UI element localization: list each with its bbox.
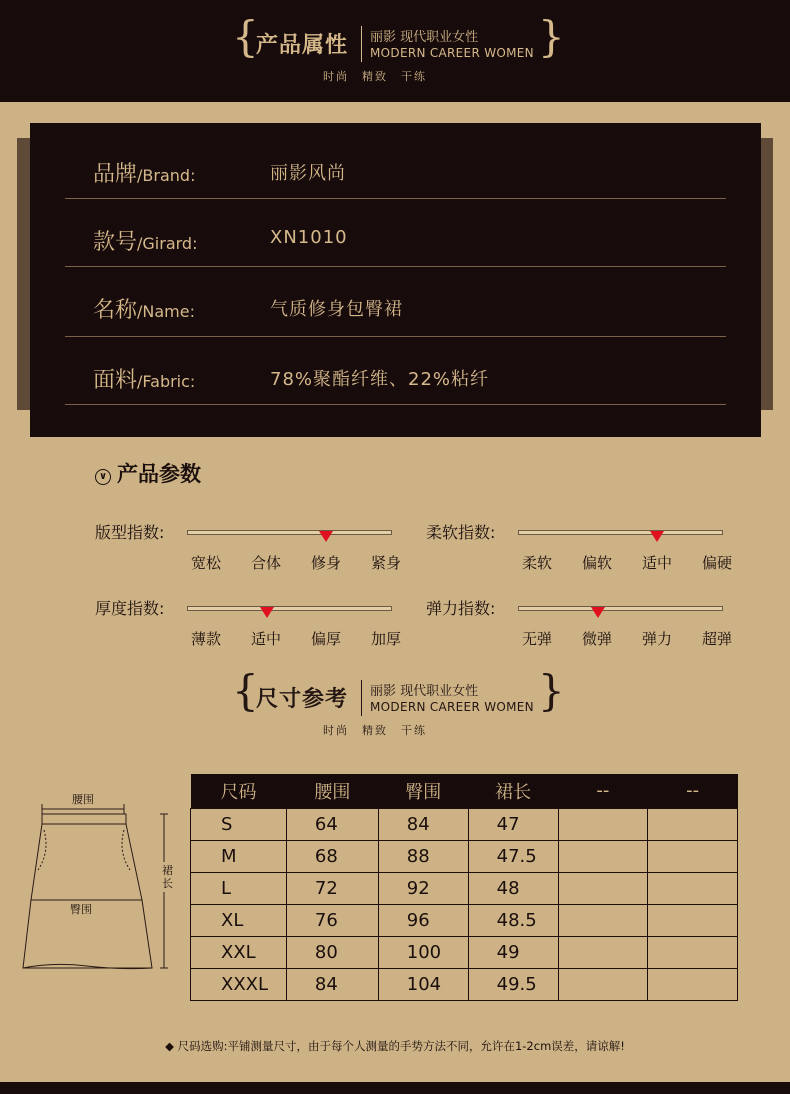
gauge-marker	[650, 531, 664, 542]
gauge-options	[522, 628, 732, 649]
table-header-row	[191, 774, 738, 808]
column-header: --	[648, 774, 738, 808]
gauge-option: 偏厚	[310, 630, 341, 648]
table-row	[191, 904, 738, 936]
table-cell	[648, 968, 738, 1000]
table-cell	[558, 840, 648, 872]
panel-shadow-right	[759, 138, 773, 410]
table-cell: 100	[378, 936, 468, 968]
length-label-bottom: 长	[162, 877, 173, 890]
table-cell: L	[191, 872, 287, 904]
gauge-softness	[426, 520, 756, 580]
gauge-option: 无弹	[522, 630, 553, 648]
gauge-label: 柔软指数:	[426, 523, 496, 542]
header-subtitle-zh: 丽影 现代职业女性	[370, 30, 479, 45]
table-cell	[558, 872, 648, 904]
table-cell: 49	[468, 936, 558, 968]
table-cell: 64	[286, 808, 378, 840]
table-cell	[558, 904, 648, 936]
header-product-attributes	[0, 0, 790, 83]
sizing-note: ◆ 尺码选购:平铺测量尺寸，由于每个人测量的手势方法不同，允许在1-2cm误差，请谅解!	[165, 1039, 625, 1053]
table-cell: M	[191, 840, 287, 872]
waist-label: 腰围	[72, 793, 94, 806]
skirt-outline	[23, 824, 152, 968]
attr-label: 面料/Fabric:	[93, 368, 196, 393]
table-cell	[648, 872, 738, 904]
table-cell: 72	[286, 872, 378, 904]
gauge-option: 加厚	[370, 630, 401, 648]
gauge-option: 宽松	[191, 554, 222, 572]
attr-label: 品牌/Brand:	[93, 162, 196, 187]
attr-row-fabric	[65, 337, 726, 405]
column-header: 裙长	[468, 774, 558, 808]
table-row	[191, 840, 738, 872]
left-brace: {	[232, 12, 259, 61]
column-header: 臀围	[378, 774, 468, 808]
column-header: 腰围	[286, 774, 378, 808]
waistband	[42, 814, 126, 824]
table-cell: 96	[378, 904, 468, 936]
attr-value: 丽影风尚	[270, 163, 346, 184]
table-cell	[558, 968, 648, 1000]
header-subtitle-en: MODERN CAREER WOMEN	[370, 46, 534, 60]
gauge-option: 薄款	[191, 630, 222, 648]
table-cell: 47	[468, 808, 558, 840]
skirt-diagram	[14, 790, 174, 980]
table-cell: XXXL	[191, 968, 287, 1000]
table-cell	[648, 936, 738, 968]
attr-row-brand	[65, 131, 726, 199]
gauge-option: 合体	[250, 554, 281, 572]
attr-value: 78%聚酯纤维、22%粘纤	[270, 369, 490, 390]
attr-value: XN1010	[270, 227, 348, 248]
gauge-option: 适中	[641, 554, 672, 572]
attr-row-name	[65, 267, 726, 337]
gauge-track	[187, 530, 392, 535]
gauge-marker	[260, 607, 274, 618]
panel-shadow-left	[17, 138, 31, 410]
column-header: 尺码	[191, 774, 287, 808]
column-header: --	[558, 774, 648, 808]
table-cell: 47.5	[468, 840, 558, 872]
table-cell	[648, 840, 738, 872]
header-title: 产品属性	[256, 33, 349, 58]
table-row	[191, 936, 738, 968]
table-cell: 49.5	[468, 968, 558, 1000]
gauge-label: 弹力指数:	[426, 599, 496, 618]
gauge-option: 偏软	[581, 554, 612, 572]
table-row	[191, 872, 738, 904]
gauge-option: 紧身	[370, 554, 401, 572]
attr-label: 款号/Girard:	[93, 230, 198, 255]
gauge-track	[518, 530, 723, 535]
gauge-options	[191, 552, 401, 573]
table-cell: XL	[191, 904, 287, 936]
gauge-option: 修身	[310, 554, 341, 572]
table-cell: 76	[286, 904, 378, 936]
gauge-elasticity	[426, 596, 756, 656]
header-subtitle-zh: 丽影 现代职业女性	[370, 684, 479, 699]
table-cell	[558, 936, 648, 968]
header-size-reference	[0, 654, 790, 737]
table-cell: 48.5	[468, 904, 558, 936]
right-brace: }	[538, 666, 565, 715]
gauge-option: 微弹	[581, 630, 612, 648]
gauge-label: 厚度指数:	[95, 599, 165, 618]
table-cell: 68	[286, 840, 378, 872]
header-slogan: 时尚 精致 干练	[323, 70, 427, 83]
table-cell	[558, 808, 648, 840]
table-cell: XXL	[191, 936, 287, 968]
header-slogan: 时尚 精致 干练	[323, 724, 427, 737]
table-cell	[648, 904, 738, 936]
gauge-option: 适中	[250, 630, 281, 648]
table-cell	[648, 808, 738, 840]
params-title: ∨ 产品参数	[95, 458, 201, 488]
attributes-panel	[30, 123, 761, 437]
table-row	[191, 968, 738, 1000]
gauge-thickness	[95, 596, 425, 656]
gauge-option: 柔软	[522, 554, 553, 572]
hip-label: 臀围	[70, 903, 92, 916]
header-divider	[361, 26, 362, 62]
header-divider	[361, 680, 362, 716]
gauge-marker	[591, 607, 605, 618]
attr-label: 名称/Name:	[93, 298, 195, 323]
gauge-option: 偏硬	[701, 554, 732, 572]
gauge-option: 弹力	[641, 630, 672, 648]
chevron-down-circle-icon: ∨	[95, 469, 111, 485]
gauge-options	[522, 552, 732, 573]
table-cell: 84	[286, 968, 378, 1000]
gauge-option: 超弹	[701, 630, 732, 648]
header-title: 尺寸参考	[256, 687, 349, 712]
attr-row-style-number	[65, 199, 726, 267]
size-table	[190, 774, 738, 1001]
gauge-options	[191, 628, 401, 649]
table-cell: 84	[378, 808, 468, 840]
gauge-track	[187, 606, 392, 611]
gauge-track	[518, 606, 723, 611]
bottom-band	[0, 1082, 790, 1094]
table-cell: 48	[468, 872, 558, 904]
length-label-top: 裙	[162, 864, 173, 877]
gauge-fit	[95, 520, 425, 580]
gauge-label: 版型指数:	[95, 523, 165, 542]
attr-value: 气质修身包臀裙	[270, 299, 403, 320]
table-cell: 104	[378, 968, 468, 1000]
header-subtitle-en: MODERN CAREER WOMEN	[370, 700, 534, 714]
right-brace: }	[538, 12, 565, 61]
table-cell: 88	[378, 840, 468, 872]
table-cell: 80	[286, 936, 378, 968]
left-brace: {	[232, 666, 259, 715]
table-cell: S	[191, 808, 287, 840]
gauge-marker	[319, 531, 333, 542]
table-cell: 92	[378, 872, 468, 904]
table-row	[191, 808, 738, 840]
